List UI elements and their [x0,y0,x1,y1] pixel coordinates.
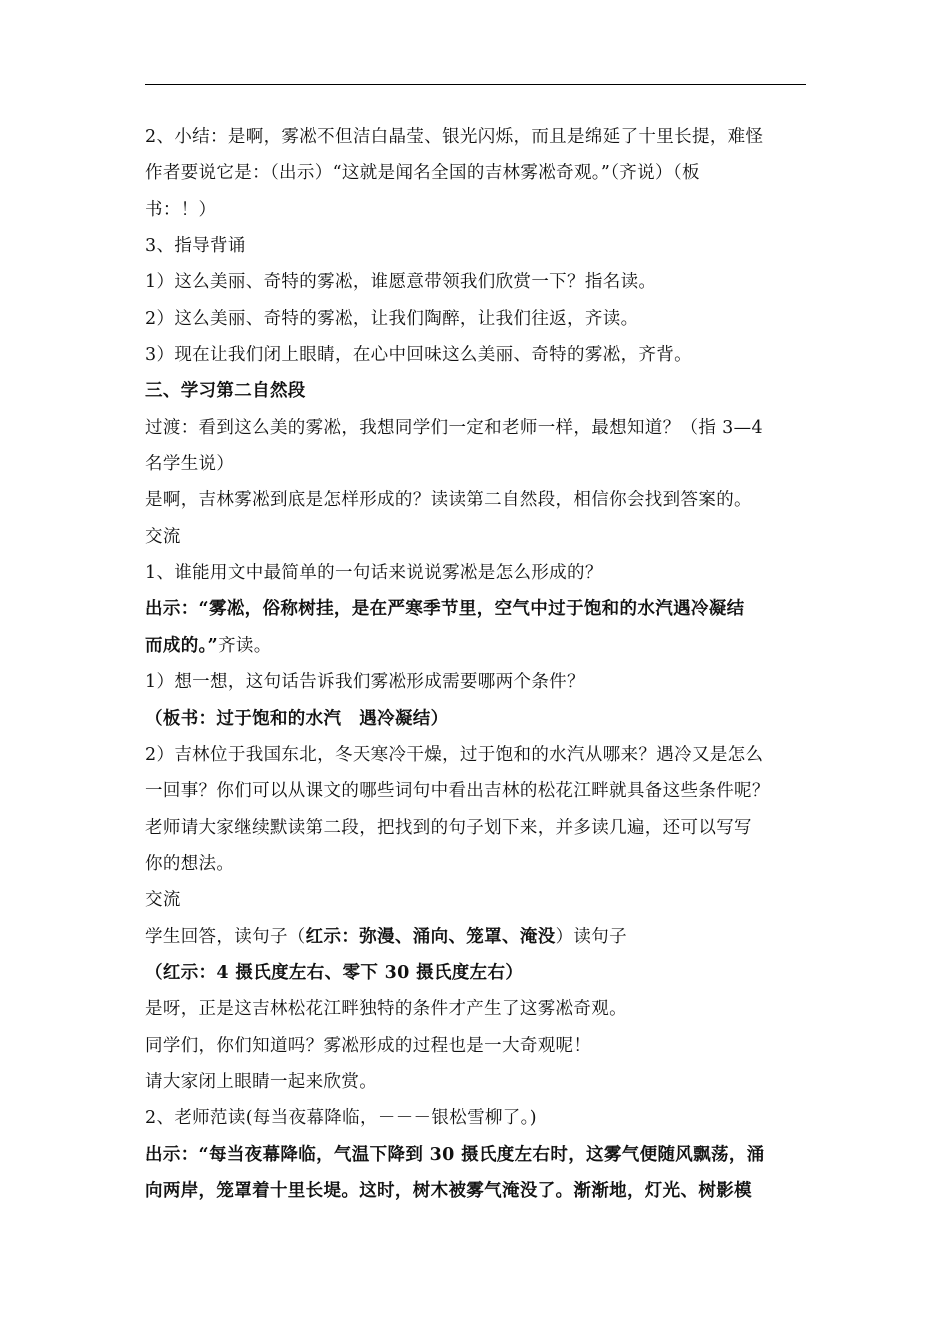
text-line [145,301,807,337]
text-line [145,410,807,446]
text-line [145,446,807,482]
text-line [145,737,807,773]
text-line [145,846,807,882]
bold-text-run: （红示：4 摄氏度左右、零下 30 摄氏度左右） [145,962,524,983]
text-line [145,664,807,700]
text-line [145,119,807,155]
text-line [145,1173,807,1209]
text-run: 书：！） [145,199,217,220]
bold-text-run: 三、学习第二自然段 [145,381,306,402]
bold-text-run: （板书：过于饱和的水汽 遇冷凝结） [145,708,449,729]
document-body [145,119,807,1209]
text-run: 是啊，吉林雾凇到底是怎样形成的？读读第二自然段，相信你会找到答案的。 [145,490,752,511]
text-run: 过渡：看到这么美的雾凇，我想同学们一定和老师一样，最想知道？（指 3—4 [145,417,763,438]
bold-text-run: 出示：“雾凇，俗称树挂，是在严寒季节里，空气中过于饱和的水汽遇冷凝结 [145,599,745,620]
text-run: 名学生说） [145,454,235,475]
text-run: 3）现在让我们闭上眼睛，在心中回味这么美丽、奇特的雾凇，齐背。 [145,345,692,366]
text-run: ）读句子 [555,926,627,947]
text-run: 作者要说它是：（出示）“这就是闻名全国的吉林雾凇奇观。”（齐说）（板 [145,163,700,184]
text-line [145,482,807,518]
text-line [145,701,807,737]
text-line [145,919,807,955]
bold-text-run: 红示：弥漫、涌向、笼罩、淹没 [305,926,556,947]
text-line [145,1064,807,1100]
text-run: 1、谁能用文中最简单的一句话来说说雾凇是怎么形成的？ [145,563,603,584]
text-line [145,192,807,228]
text-run: 交流 [145,526,181,547]
text-run: 是呀，正是这吉林松花江畔独特的条件才产生了这雾凇奇观。 [145,999,627,1020]
text-line [145,155,807,191]
text-line [145,555,807,591]
text-run: 2、老师范读(每当夜幕降临，－－－银松雪柳了。) [145,1108,537,1129]
bold-text-run: 而成的。” [145,635,219,656]
text-line [145,373,807,409]
text-run: 同学们，你们知道吗？雾凇形成的过程也是一大奇观呢！ [145,1035,592,1056]
text-run: 2）这么美丽、奇特的雾凇，让我们陶醉，让我们往返，齐读。 [145,308,639,329]
bold-text-run: 向两岸，笼罩着十里长堤。这时，树木被雾气淹没了。渐渐地，灯光、树影模 [145,1180,752,1201]
text-run: 一回事？你们可以从课文的哪些词句中看出吉林的松花江畔就具备这些条件呢？ [145,781,770,802]
text-line [145,991,807,1027]
text-line [145,228,807,264]
text-line [145,337,807,373]
text-line [145,1100,807,1136]
text-run: 齐读。 [218,635,272,656]
text-run: 你的想法。 [145,853,235,874]
text-line [145,1028,807,1064]
text-line [145,519,807,555]
text-run: 1）想一想，这句话告诉我们雾凇形成需要哪两个条件？ [145,672,585,693]
header-rule [145,84,806,85]
text-run: 学生回答，读句子（ [145,926,306,947]
text-run: 3、指导背诵 [145,236,246,257]
text-line [145,264,807,300]
text-run: 交流 [145,890,181,911]
text-run: 2）吉林位于我国东北，冬天寒冷干燥，过于饱和的水汽从哪来？遇冷又是怎么 [145,744,764,765]
text-run: 1）这么美丽、奇特的雾凇，谁愿意带领我们欣赏一下？指名读。 [145,272,657,293]
text-line [145,773,807,809]
text-line [145,591,807,627]
text-line [145,628,807,664]
text-line [145,810,807,846]
text-line [145,882,807,918]
text-line [145,955,807,991]
text-run: 请大家闭上眼睛一起来欣赏。 [145,1071,378,1092]
text-run: 2、小结：是啊，雾凇不但洁白晶莹、银光闪烁，而且是绵延了十里长提，难怪 [145,127,764,147]
bold-text-run: 出示：“每当夜幕降临，气温下降到 30 摄氏度左右时，这雾气便随风飘荡，涌 [145,1144,765,1165]
text-line [145,1137,807,1173]
text-run: 老师请大家继续默读第二段，把找到的句子划下来，并多读几遍，还可以写写 [145,817,752,838]
